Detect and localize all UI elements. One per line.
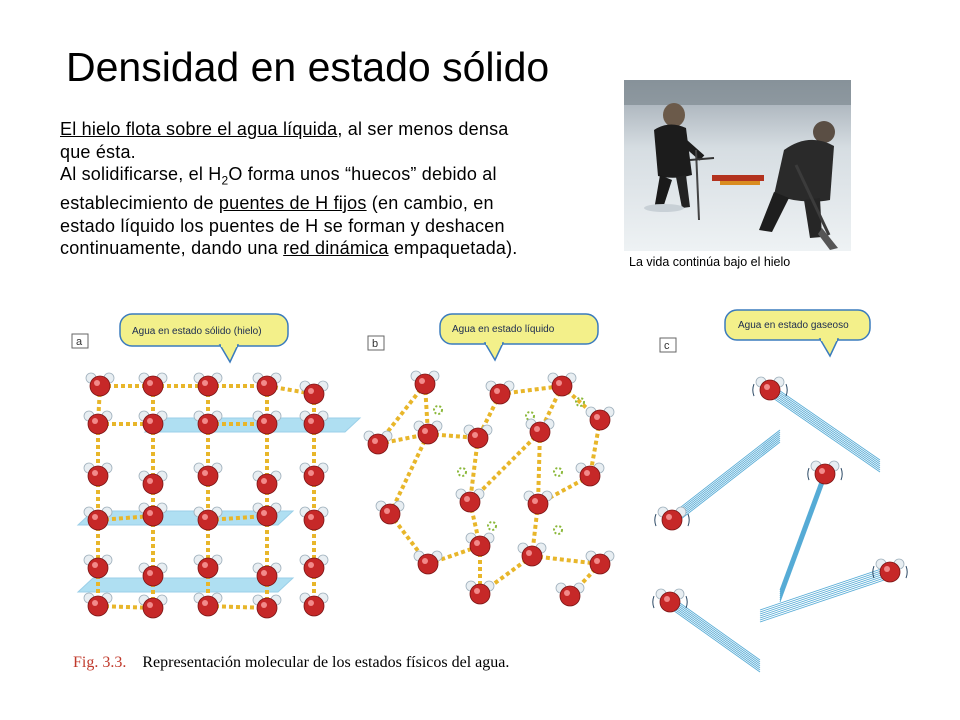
oxygen-atom [257,376,277,396]
oxygen-atom [143,376,163,396]
atom-highlight [202,470,208,476]
oxygen-atom [380,504,400,524]
dynamic-network-phrase: red dinámica [283,238,389,259]
motion-trail [770,388,880,464]
water-molecule [364,431,392,454]
water-molecule [464,425,492,448]
motion-arc [653,596,654,608]
oxygen-atom [522,546,542,566]
motion-trail [770,390,880,466]
water-molecule [658,507,686,530]
oxygen-atom [470,584,490,604]
motion-arc [753,384,754,396]
motion-trail [780,474,825,596]
motion-trail [672,438,780,522]
oxygen-atom [760,380,780,400]
slide-title: Densidad en estado sólido [66,44,550,90]
motion-trail [672,434,780,518]
water-molecule [194,463,222,486]
oxygen-atom [88,510,108,530]
oxygen-atom [304,596,324,616]
p2-start: Al solidificarse, el H [60,164,222,184]
atom-highlight [494,388,500,394]
oxygen-atom [415,374,435,394]
motion-trail [780,478,825,600]
p2-end: empaquetada). [388,238,518,259]
oxygen-atom [304,384,324,404]
oxygen-atom [662,510,682,530]
figure-caption [73,654,509,672]
water-molecule [84,463,112,486]
bond-break-marker [554,468,562,476]
speech-bubble-joint [221,343,237,347]
atom-highlight [764,384,770,390]
atom-highlight [372,438,378,444]
oxygen-atom [90,376,110,396]
water-molecule [139,595,167,618]
atom-highlight [526,550,532,556]
speech-bubble-tail [485,343,503,360]
oxygen-atom [143,566,163,586]
bond-break-marker [434,406,442,414]
water-molecule [300,593,328,616]
atom-highlight [308,470,314,476]
water-molecule [586,407,614,430]
water-molecule [414,551,442,574]
atom-highlight [884,566,890,572]
motion-trail [672,440,780,524]
oxygen-atom [143,506,163,526]
atom-highlight [92,514,98,520]
bond-break-marker [488,522,496,530]
oxygen-atom [304,510,324,530]
figure-caption-text: Representación molecular de los estados físicos del agua. [142,654,510,671]
motion-arc [906,566,907,578]
panel-liquid [364,314,614,606]
water-molecule [84,593,112,616]
atom-highlight [666,514,672,520]
atom-highlight [384,508,390,514]
motion-trail [770,396,880,472]
oxygen-atom [304,414,324,434]
motion-trail [670,600,760,664]
water-molecule [300,463,328,486]
water-molecule [548,373,576,396]
motion-arc [655,514,656,526]
water-molecule [556,583,584,606]
motion-trail [670,606,760,670]
atom-highlight [422,428,428,434]
motion-trail [780,468,825,590]
motion-arc [808,468,809,480]
water-molecule [139,373,167,396]
water-molecule [194,555,222,578]
oxygen-atom [88,596,108,616]
bond-break-marker [554,526,562,534]
atom-highlight [261,602,267,608]
atom-highlight [261,380,267,386]
oxygen-atom [490,384,510,404]
water-molecule [253,373,281,396]
water-molecule [300,555,328,578]
water-molecule [253,471,281,494]
motion-trail [670,596,760,660]
motion-trail [780,472,825,594]
atom-highlight [564,590,570,596]
water-molecule [466,533,494,556]
atom-highlight [261,570,267,576]
motion-trail [672,430,780,514]
atom-highlight [308,600,314,606]
water-molecule [524,491,552,514]
atom-highlight [419,378,425,384]
figure-number: Fig. 3.3. [73,654,127,671]
panel-letter: c [664,340,670,352]
oxygen-atom [257,598,277,618]
atom-highlight [147,510,153,516]
atom-highlight [422,558,428,564]
oxygen-atom [143,474,163,494]
water-molecule [456,489,484,512]
oxygen-atom [880,562,900,582]
speech-bubble-label: Agua en estado gaseoso [738,320,849,331]
motion-trail [770,394,880,470]
atom-highlight [534,426,540,432]
water-molecule [466,581,494,604]
atom-highlight [147,478,153,484]
water-molecule [526,419,554,442]
water-states-figure [60,306,920,686]
oxygen-atom [530,422,550,442]
oxygen-atom [815,464,835,484]
oxygen-atom [198,466,218,486]
motion-trail [770,392,880,468]
panel-gas [653,310,907,672]
atom-highlight [584,470,590,476]
oxygen-atom [528,494,548,514]
water-molecule [876,559,904,582]
water-molecule [300,507,328,530]
motion-arc [786,384,787,396]
motion-trail [760,566,890,610]
oxygen-atom [88,466,108,486]
motion-trail [670,602,760,666]
hydrogen-bond [538,432,540,504]
atom-highlight [202,600,208,606]
water-molecule [486,381,514,404]
speech-bubble-joint [821,337,837,341]
oxygen-atom [198,376,218,396]
oxygen-atom [198,510,218,530]
fixed-h-bridges-phrase: puentes de H fijos [218,193,367,214]
oxygen-atom [590,410,610,430]
oxygen-atom [552,376,572,396]
atom-highlight [474,588,480,594]
atom-highlight [594,414,600,420]
oxygen-atom [468,428,488,448]
atom-highlight [472,432,478,438]
water-molecule [576,463,604,486]
atom-highlight [92,418,98,424]
oxygen-atom [590,554,610,574]
atom-highlight [92,600,98,606]
oxygen-atom [560,586,580,606]
bond-break-marker [458,468,466,476]
oxygen-atom [257,414,277,434]
atom-highlight [464,496,470,502]
atom-highlight [556,380,562,386]
atom-highlight [147,602,153,608]
water-molecule [84,555,112,578]
motion-arc [841,468,842,480]
motion-trail [780,470,825,592]
panel-solid [72,314,360,618]
oxygen-atom [257,566,277,586]
atom-highlight [147,380,153,386]
atom-highlight [308,514,314,520]
water-molecule [84,411,112,434]
water-molecule [414,421,442,444]
motion-trail [672,442,780,526]
motion-trail [672,436,780,520]
atom-highlight [261,478,267,484]
atom-highlight [202,418,208,424]
panel-letter: b [372,338,379,350]
atom-highlight [202,562,208,568]
water-molecule [86,373,114,396]
motion-trail [770,386,880,462]
atom-highlight [594,558,600,564]
water-molecule [194,593,222,616]
water-molecule [518,543,546,566]
oxygen-atom [660,592,680,612]
oxygen-atom [257,506,277,526]
ice-floats-phrase: El hielo flota sobre el agua líquida [60,119,338,139]
atom-highlight [474,540,480,546]
ice-fishing-photo [624,80,851,251]
oxygen-atom [418,424,438,444]
oxygen-atom [143,598,163,618]
oxygen-atom [198,414,218,434]
p2-paren: (en cambio, en estado líquido los puentes de H se forman y deshacen continuamente, dando una [60,193,505,259]
panel-letter: a [76,336,83,348]
water-molecule [411,371,439,394]
motion-trail [670,608,760,672]
oxygen-atom [470,536,490,556]
water-molecule [811,461,839,484]
atom-highlight [147,570,153,576]
water-molecule [84,507,112,530]
motion-arc [688,514,689,526]
water-molecule [586,551,614,574]
body-paragraph [60,118,530,260]
oxygen-atom [88,558,108,578]
photo-caption: La vida continúa bajo el hielo [629,255,791,269]
atom-highlight [819,468,825,474]
oxygen-atom [198,558,218,578]
atom-highlight [94,380,100,386]
oxygen-atom [88,414,108,434]
motion-trail [760,578,890,622]
water-molecule [194,373,222,396]
oxygen-atom [460,492,480,512]
speech-bubble-tail [220,345,238,362]
speech-bubble-label: Agua en estado líquido [452,324,555,335]
oxygen-atom [257,474,277,494]
oxygen-atom [304,466,324,486]
water-molecule [376,501,404,524]
atom-highlight [308,562,314,568]
oxygen-atom [580,466,600,486]
motion-trail [760,574,890,618]
oxygen-atom [304,558,324,578]
oxygen-atom [368,434,388,454]
atom-highlight [202,514,208,520]
motion-trail [670,598,760,662]
atom-highlight [664,596,670,602]
atom-highlight [308,388,314,394]
speech-bubble-label: Agua en estado sólido (hielo) [132,326,262,337]
p2-mid: O forma unos “huecos” debido al establecimiento de [60,164,497,214]
atom-highlight [308,418,314,424]
oxygen-atom [198,596,218,616]
water-molecule [194,507,222,530]
motion-trail [760,576,890,620]
motion-trail [780,476,825,598]
p1-rest: , al ser menos densa que ésta. [60,119,509,162]
speech-bubble-tail [820,339,838,356]
h2o-subscript: 2 [221,173,229,188]
atom-highlight [261,418,267,424]
oxygen-atom [418,554,438,574]
oxygen-atom [143,414,163,434]
motion-trail [760,570,890,614]
atom-highlight [202,380,208,386]
motion-trail [760,568,890,612]
water-molecule [253,595,281,618]
motion-arc [686,596,687,608]
motion-trail [780,480,825,602]
atom-highlight [532,498,538,504]
atom-highlight [92,562,98,568]
motion-trail [672,432,780,516]
motion-trail [670,604,760,668]
water-molecule [139,471,167,494]
atom-highlight [147,418,153,424]
speech-bubble-joint [486,341,502,345]
atom-highlight [92,470,98,476]
motion-trail [760,572,890,616]
atom-highlight [261,510,267,516]
water-molecule [300,381,328,404]
